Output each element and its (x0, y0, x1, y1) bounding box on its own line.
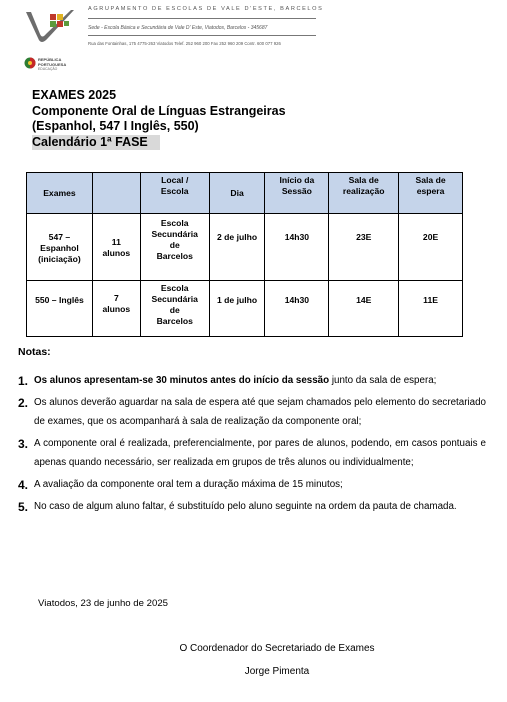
signatory-name: Jorge Pimenta (244, 666, 310, 677)
cell-dia: 1 de julho (209, 281, 265, 337)
cell-inicio: 14h30 (265, 281, 329, 337)
cell-inicio: 14h30 (265, 214, 329, 281)
exam-schedule-table (26, 172, 463, 337)
org-name: AGRUPAMENTO DE ESCOLAS DE VALE D'ESTE, BARCELOS (88, 6, 324, 12)
cell-sala-espera: 11E (399, 281, 463, 337)
org-subtitle: Sede - Escola Básica e Secundária de Vale D' Este, Viatodos, Barcelos - 345687 (88, 25, 268, 31)
heading-line-3: (Espanhol, 547 I Inglês, 550) (32, 119, 199, 133)
list-item: 3. A componente oral é realizada, preferencialmente, por pares de alunos, podendo, em casos pontuais e apenas quando necessário, ser realizada em grupos de três alunos ou individualmente; (18, 437, 486, 468)
school-logo-icon (24, 8, 76, 50)
header-dia: Dia (209, 173, 265, 214)
document-heading (32, 88, 286, 150)
republic-text: REPÚBLICA PORTUGUESA EDUCAÇÃO (38, 57, 67, 72)
header-exames: Exames (27, 173, 93, 214)
letterhead (0, 0, 507, 80)
notes-title: Notas: (18, 346, 51, 358)
list-item: 4. A avaliação da componente oral tem a duração máxima de 15 minutos; (18, 478, 343, 493)
table-row (27, 281, 463, 337)
header-blank (92, 173, 140, 214)
cell-alunos: 7 alunos (92, 281, 140, 337)
document-date: Viatodos, 23 de junho de 2025 (38, 598, 168, 609)
letterhead-divider (88, 35, 316, 36)
list-item: 2. Os alunos deverão aguardar na sala de espera até que sejam chamados pelo elemento do secretariado de exames, que os acompanhará à sala de realização da componente oral; (18, 396, 486, 427)
list-item: 1. Os alunos apresentam-se 30 minutos antes do início da sessão junto da sala de espera; (18, 374, 437, 388)
header-local: Local / Escola (140, 173, 209, 214)
cell-alunos: 11 alunos (92, 214, 140, 281)
cell-dia: 2 de julho (209, 214, 265, 281)
header-sala-espera: Sala de espera (399, 173, 463, 214)
org-address: Rua das Fontainhas, 175 4775-263 Viatodos Telef. 252 960 200 Fax 252 960 209 Contr. 600 077 926 (88, 41, 281, 46)
cell-local: Escola Secundária de Barcelos (140, 281, 209, 337)
republic-emblem-icon (24, 57, 36, 69)
heading-line-2: Componente Oral de Línguas Estrangeiras (32, 103, 286, 118)
header-sala-realizacao: Sala de realização (329, 173, 399, 214)
cell-exame: 547 – Espanhol (iniciação) (27, 214, 93, 281)
heading-line-4: Calendário 1ª FASE (32, 135, 160, 151)
signatory-role: O Coordenador do Secretariado de Exames (179, 643, 375, 654)
cell-sala-realizacao: 14E (329, 281, 399, 337)
table-row (27, 214, 463, 281)
list-item: 5. No caso de algum aluno faltar, é substituído pelo aluno seguinte na ordem da pauta de chamada. (18, 500, 457, 515)
table-header-row (27, 173, 463, 214)
heading-line-1: EXAMES 2025 (32, 88, 117, 102)
letterhead-divider (88, 18, 316, 19)
cell-sala-espera: 20E (399, 214, 463, 281)
cell-local: Escola Secundária de Barcelos (140, 214, 209, 281)
cell-exame: 550 – Inglês (27, 281, 93, 337)
header-inicio: Início da Sessão (265, 173, 329, 214)
cell-sala-realizacao: 23E (329, 214, 399, 281)
notes-list (18, 372, 486, 521)
